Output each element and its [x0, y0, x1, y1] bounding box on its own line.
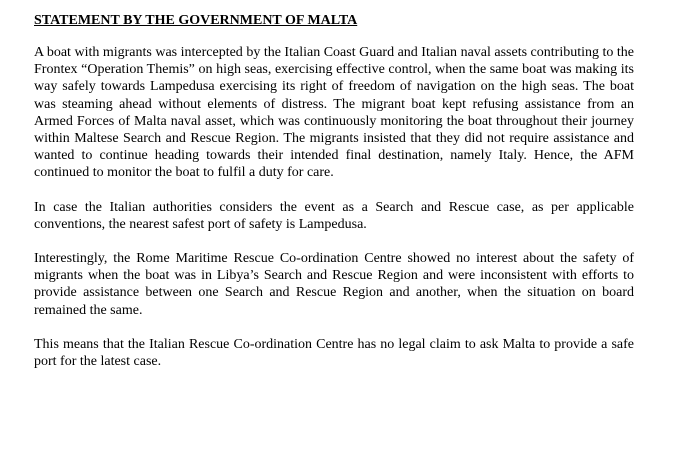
paragraph-legal-claim: This means that the Italian Rescue Co-ordination Centre has no legal claim to ask Malta to provide a safe port for the latest case. — [34, 336, 634, 370]
paragraph-interception: A boat with migrants was intercepted by the Italian Coast Guard and Italian naval assets contributing to the Frontex “Operation Themis” on high seas, exercising effective control, when the same boat was making its way safely towards Lampedusa exercising its right of freedom of navigation on the high seas. The boat was steaming ahead without elements of distress. The migrant boat kept refusing assistance from an Armed Forces of Malta naval asset, which was continuously monitoring the boat throughout their journey within Maltese Search and Rescue Region. The migrants insisted that they did not require assistance and wanted to continue heading towards their intended final destination, namely Italy. Hence, the AFM continued to monitor the boat to fulfil a duty for care. — [34, 45, 634, 181]
document-title: STATEMENT BY THE GOVERNMENT OF MALTA — [34, 13, 358, 28]
statement-document — [34, 12, 634, 387]
paragraph-search-and-rescue-case: In case the Italian authorities considers the event as a Search and Rescue case, as per applicable conventions, the nearest safest port of safety is Lampedusa. — [34, 199, 634, 232]
paragraph-rome-mrcc: Interestingly, the Rome Maritime Rescue Co-ordination Centre showed no interest about the safety of migrants when the boat was in Libya’s Search and Rescue Region and were inconsistent with efforts to provide assistance between one Search and Rescue Region and another, when the situation on board remained the same. — [34, 251, 634, 318]
